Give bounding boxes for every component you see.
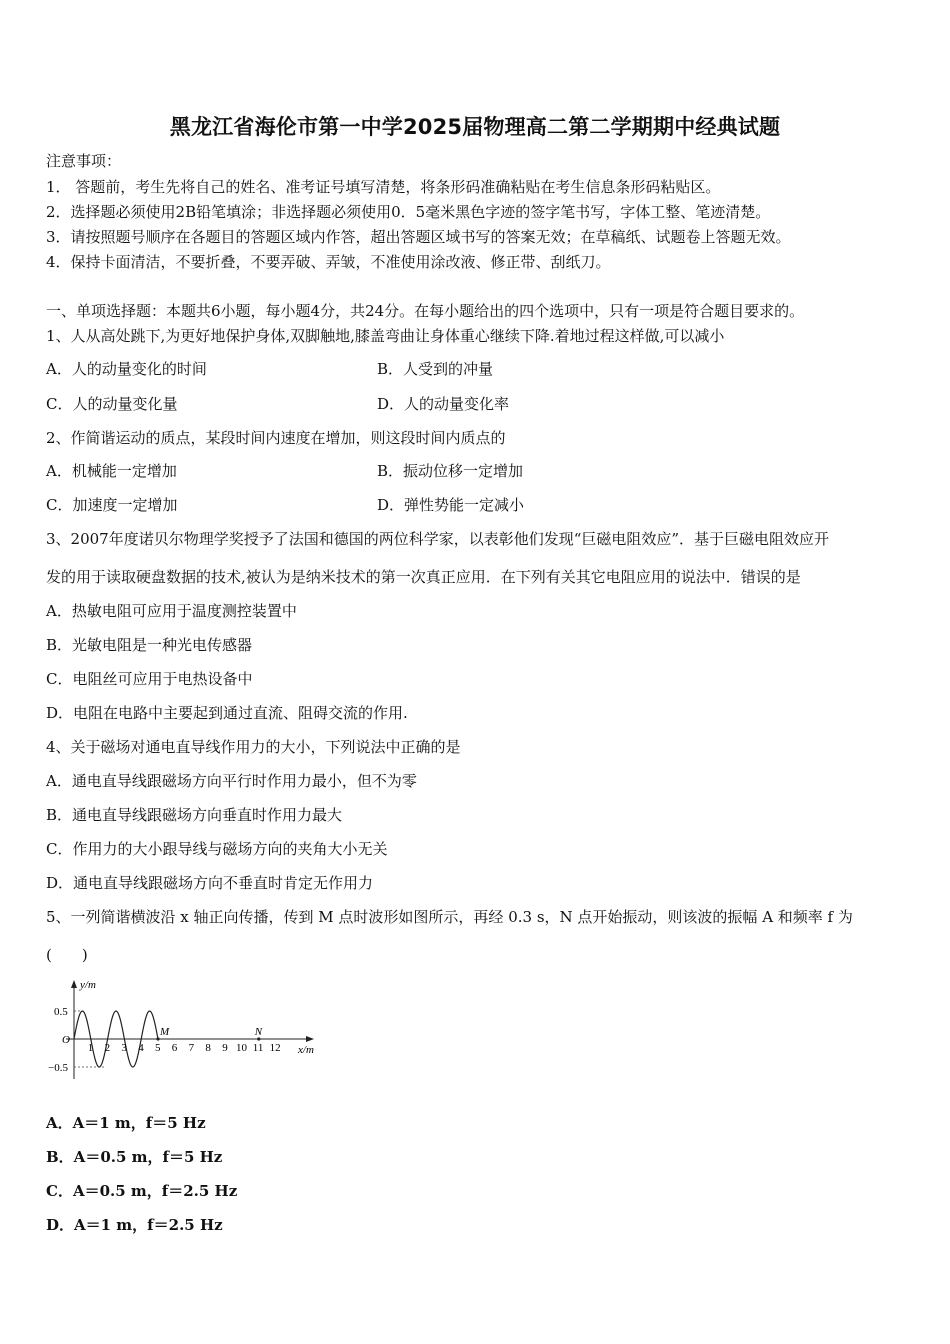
notice-item-1: 1． 答题前，考生先将自己的姓名、准考证号填写清楚，将条形码准确粘贴在考生信息条形码粘贴区。 — [46, 178, 721, 196]
x-tick-10: 10 — [236, 1042, 247, 1054]
q4-stem: 4、关于磁场对通电直导线作用力的大小，下列说法中正确的是 — [46, 738, 461, 756]
q2-option-b: B．振动位移一定增加 — [377, 462, 524, 480]
x-tick-11: 11 — [252, 1042, 264, 1054]
x-tick-labels — [88, 1042, 281, 1054]
x-tick-5: 5 — [155, 1042, 161, 1054]
origin-label: O — [62, 1034, 70, 1046]
q3-option-c: C．电阻丝可应用于电热设备中 — [46, 670, 253, 688]
page-title: 黑龙江省海伦市第一中学2025届物理高二第二学期期中经典试题 — [169, 115, 781, 139]
q1-stem: 1、人从高处跳下,为更好地保护身体,双脚触地,膝盖弯曲让身体重心继续下降.着地过程这样做,可以减小 — [46, 327, 725, 345]
y-tick-top: 0.5 — [54, 1006, 68, 1018]
q5-option-b: B．A＝0.5 m，f＝5 Hz — [46, 1148, 223, 1166]
x-tick-2: 2 — [104, 1042, 111, 1054]
q5-option-c: C．A＝0.5 m，f＝2.5 Hz — [46, 1182, 238, 1200]
notice-item-3: 3．请按照题号顺序在各题目的答题区域内作答，超出答题区域书写的答案无效；在草稿纸、试题卷上答题无效。 — [46, 228, 791, 246]
q3-option-a: A．热敏电阻可应用于温度测控装置中 — [46, 602, 297, 620]
q2-option-d: D．弹性势能一定减小 — [377, 496, 525, 514]
q5-stem-line2: ( ) — [46, 946, 88, 964]
q2-option-a: A．机械能一定增加 — [46, 462, 177, 480]
x-tick-6: 6 — [171, 1042, 178, 1054]
x-axis-label: x/m — [298, 1044, 314, 1056]
q4-option-a: A．通电直导线跟磁场方向平行时作用力最小，但不为零 — [46, 772, 417, 790]
q4-option-b: B．通电直导线跟磁场方向垂直时作用力最大 — [46, 806, 343, 824]
q1-option-c: C．人的动量变化量 — [46, 395, 178, 413]
q1-option-a: A．人的动量变化的时间 — [46, 360, 207, 378]
section-heading: 一、单项选择题：本题共6小题，每小题4分，共24分。在每小题给出的四个选项中，只有一项是符合题目要求的。 — [46, 302, 805, 320]
q5-option-d: D．A＝1 m，f＝2.5 Hz — [46, 1216, 223, 1234]
x-tick-1: 1 — [87, 1042, 94, 1054]
q4-option-d: D．通电直导线跟磁场方向不垂直时肯定无作用力 — [46, 874, 374, 892]
q2-option-c: C．加速度一定增加 — [46, 496, 178, 514]
y-tick-bottom: −0.5 — [48, 1062, 68, 1074]
q5-option-a: A．A＝1 m，f＝5 Hz — [46, 1114, 206, 1132]
q3-stem-line2: 发的用于读取硬盘数据的技术,被认为是纳米技术的第一次真正应用．在下列有关其它电阻应用的说法中．错误的是 — [46, 568, 801, 586]
wave-figure — [40, 975, 330, 1085]
notice-item-2: 2．选择题必须使用2B铅笔填涂；非选择题必须使用0．5毫米黑色字迹的签字笔书写，字体工整、笔迹清楚。 — [46, 203, 771, 221]
y-axis-label: y/m — [80, 979, 96, 991]
point-n-label: N — [254, 1026, 263, 1038]
x-tick-8: 8 — [205, 1042, 211, 1054]
q3-option-b: B．光敏电阻是一种光电传感器 — [46, 636, 253, 654]
x-axis-arrow — [306, 1036, 314, 1042]
x-tick-4: 4 — [138, 1042, 144, 1054]
q4-option-c: C．作用力的大小跟导线与磁场方向的夹角大小无关 — [46, 840, 388, 858]
notice-item-4: 4．保持卡面清洁，不要折叠，不要弄破、弄皱，不准使用涂改液、修正带、刮纸刀。 — [46, 253, 611, 271]
y-axis-arrow — [71, 980, 77, 988]
q3-option-d: D．电阻在电路中主要起到通过直流、阻碍交流的作用. — [46, 704, 408, 722]
q1-option-d: D．人的动量变化率 — [377, 395, 510, 413]
notice-heading: 注意事项： — [46, 152, 122, 170]
q2-stem: 2、作简谐运动的质点，某段时间内速度在增加，则这段时间内质点的 — [46, 429, 506, 447]
q3-stem-line1: 3、2007年度诺贝尔物理学奖授予了法国和德国的两位科学家，以表彰他们发现“巨磁电阻效应”．基于巨磁电阻效应开 — [46, 530, 830, 548]
x-tick-9: 9 — [222, 1042, 228, 1054]
x-tick-7: 7 — [188, 1042, 195, 1054]
x-tick-3: 3 — [121, 1042, 127, 1054]
q5-stem-line1: 5、一列简谐横波沿 x 轴正向传播，传到 M 点时波形如图所示，再经 0.3 s，N 点开始振动，则该波的振幅 A 和频率 f 为 — [46, 908, 853, 926]
q1-option-b: B．人受到的冲量 — [377, 360, 494, 378]
x-tick-12: 12 — [269, 1042, 281, 1054]
point-m-label: M — [160, 1026, 170, 1038]
